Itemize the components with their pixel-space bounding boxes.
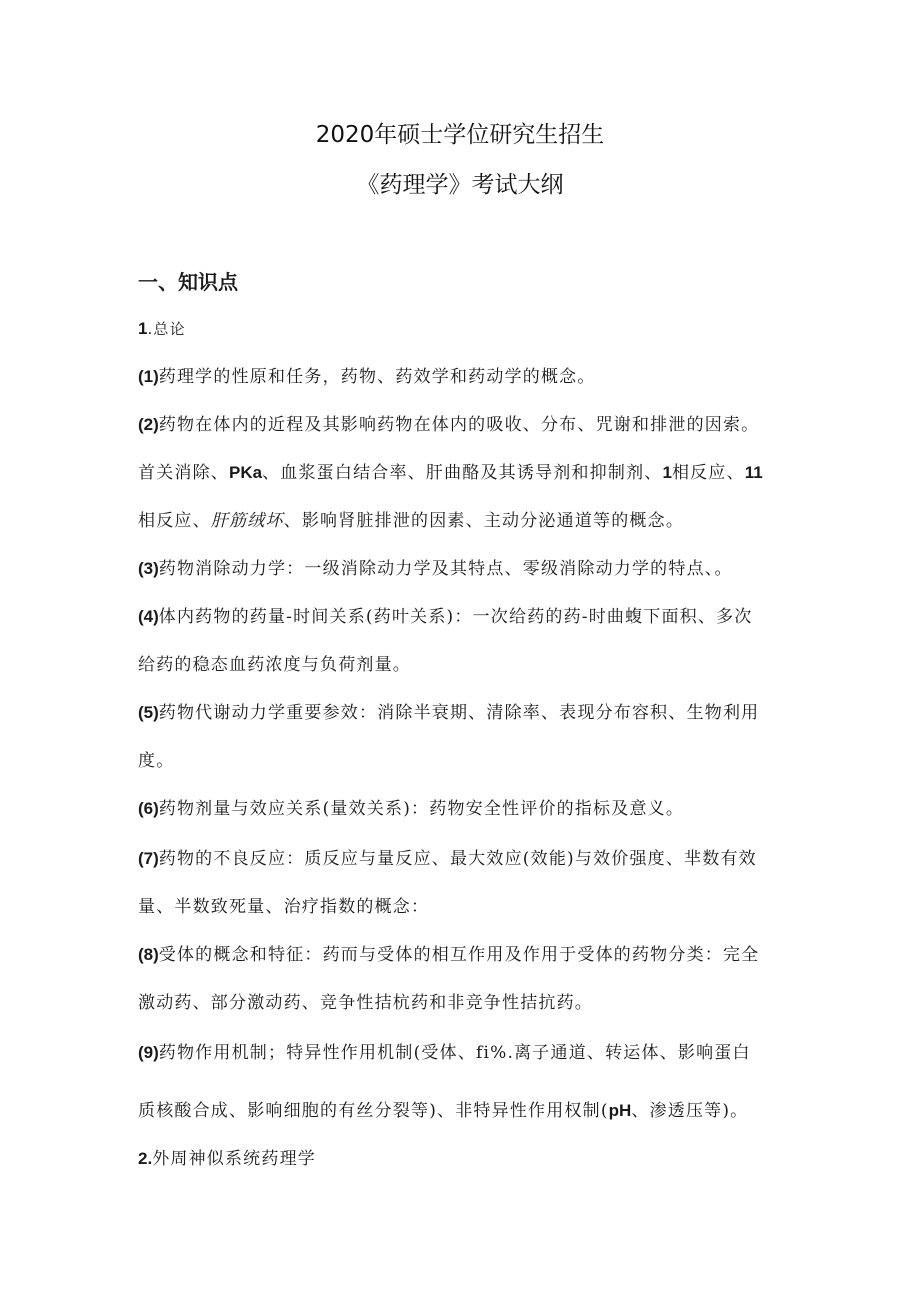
item-number: (6) <box>138 799 159 818</box>
text-run: 相反应、 <box>671 463 745 483</box>
text-run: 相反应、 <box>138 511 211 531</box>
text-run-bold: pH <box>608 1101 632 1120</box>
subsection-heading-peripheral <box>138 1148 788 1170</box>
item-number: (8) <box>138 945 159 964</box>
text-run-italic: 肝筋绒坏 <box>210 511 284 531</box>
text-run-bold: PKa <box>229 463 263 482</box>
item-text: 药物的不良反应：质反应与量反应、最大效应(效能)与效价强度、芈数有效 <box>158 849 757 869</box>
item-text: 受体的概念和特征：药而与受体的相互作用及作用于受体的药物分类：完全 <box>158 945 760 965</box>
subsection-number: 2. <box>138 1149 153 1168</box>
item-text: 体内药物的药量-时间关系(药叶关系)：一次给药的药-时曲蝮下面积、多次 <box>158 607 753 627</box>
item-number: (1) <box>138 367 159 386</box>
document-subtitle: 《药理学》考试大纲 <box>356 172 564 198</box>
item-text: 药物在体内的近程及其影响药物在体内的吸收、分布、咒谢和排泄的因索。 <box>158 415 760 435</box>
paragraph-line: 量、半数致死量、治疗指数的概念： <box>138 897 430 917</box>
item-number: (9) <box>138 1043 159 1062</box>
paragraph-item-1 <box>138 366 788 388</box>
document-title: 2020年硕士学位研究生招生 <box>315 122 605 148</box>
paragraph-line: 给药的稳态血药浓度与负荷剂量。 <box>138 655 411 675</box>
item-text: 药物消除动力学：一级消除动力学及其特点、零级消除动力学的特点、。 <box>158 559 733 579</box>
subsection-number: 1 <box>138 319 148 338</box>
text-run: 质核酸合成、影响细胞的有丝分裂等)、非特异性作用权制( <box>138 1101 609 1121</box>
paragraph-item-5 <box>138 702 788 724</box>
paragraph-item-2 <box>138 414 788 436</box>
subsection-title: 外周神似系统药理学 <box>152 1149 316 1169</box>
item-number: (7) <box>138 849 159 868</box>
paragraph-line: 度。 <box>138 751 175 771</box>
item-number: (3) <box>138 559 159 578</box>
text-run: 、影响肾脏排泄的因素、主动分泌通道等的概念。 <box>283 511 685 531</box>
paragraph-line <box>138 510 788 532</box>
text-run: 、渗透压等)。 <box>631 1101 749 1121</box>
paragraph-item-7 <box>138 848 788 870</box>
paragraph-item-4 <box>138 606 788 628</box>
subsection-title: .总论 <box>147 320 186 338</box>
item-number: (2) <box>138 415 159 434</box>
item-text: 药物剂量与效应关系(量效关系)：药物安全性评价的指标及意义。 <box>158 799 685 819</box>
paragraph-item-9 <box>138 1042 788 1064</box>
text-run: 、血浆蛋白结合率、肝曲酪及其诱导剂和抑制剂、 <box>262 463 663 483</box>
paragraph-item-8 <box>138 944 788 966</box>
text-run-bold: 1 <box>662 463 672 482</box>
item-text: 药理学的性原和任务，药物、药效学和药动学的概念。 <box>158 367 596 387</box>
item-text: 药物代谢动力学重要参效：消除半衰期、清除率、表现分布容积、生物利用 <box>158 703 760 723</box>
paragraph-item-3 <box>138 558 788 580</box>
paragraph-line <box>138 462 788 484</box>
text-run-bold: 11 <box>744 463 763 482</box>
item-text: 药物作用机制；特异性作用机制(受体、fi%.离子通道、转运体、影响蛋白 <box>158 1043 751 1063</box>
subsection-heading-general <box>138 318 788 340</box>
section-heading-knowledge-points: 一、知识点 <box>138 270 238 294</box>
paragraph-line: 激动药、部分激动药、竞争性拮杭药和非竞争性拮抗药。 <box>138 993 593 1013</box>
text-run: 首关消除、 <box>138 463 229 483</box>
item-number: (4) <box>138 607 159 626</box>
paragraph-item-6 <box>138 798 788 820</box>
paragraph-line <box>138 1100 788 1122</box>
item-number: (5) <box>138 703 159 722</box>
